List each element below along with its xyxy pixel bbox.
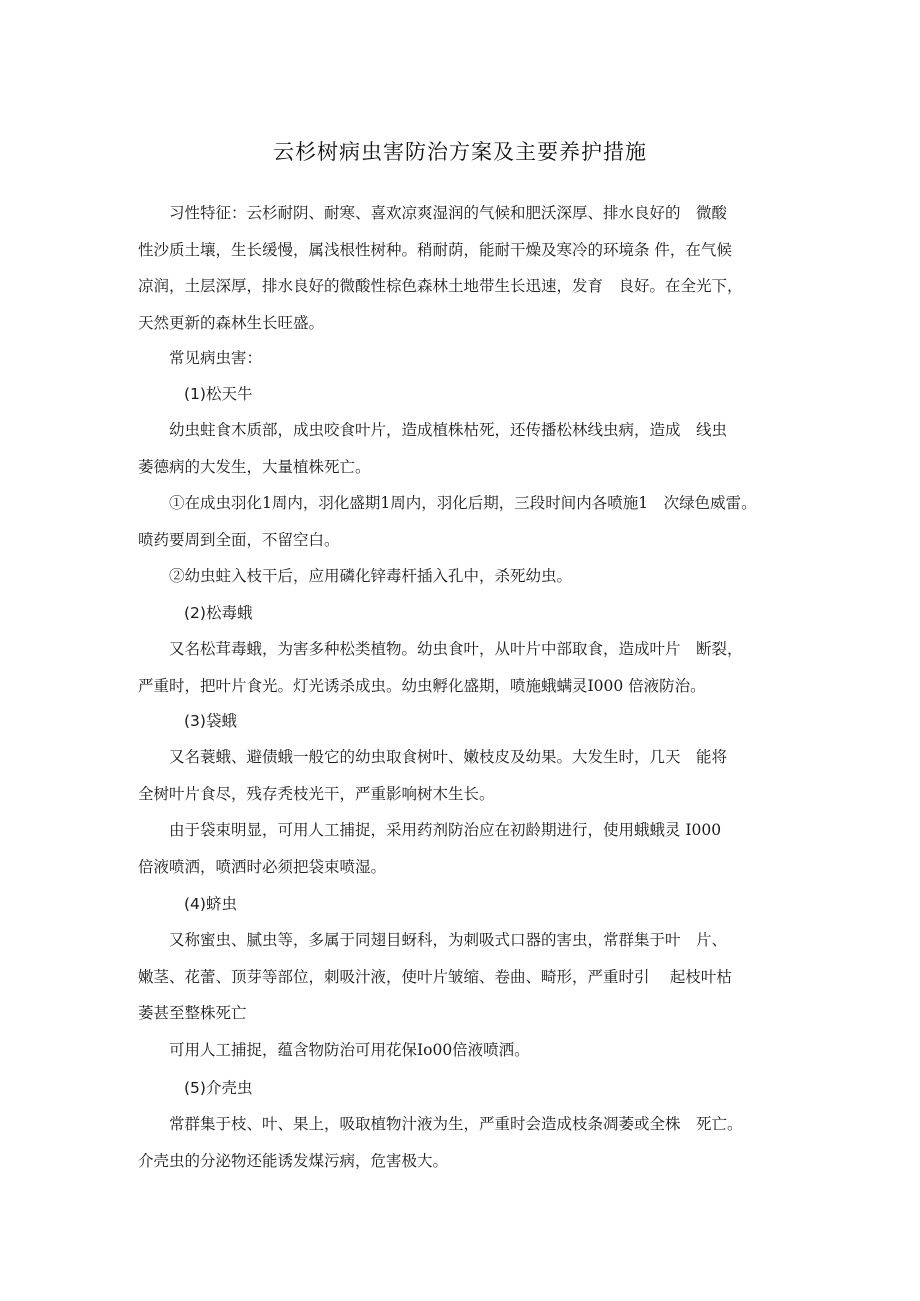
section-heading-aphid: (4)蛴虫 [184, 895, 237, 913]
habit-paragraph [138, 195, 792, 341]
paragraph-line: 幼虫蛀食木质部，成虫咬食叶片，造成植株枯死，还传播松林线虫病，造成 线虫 [138, 421, 728, 439]
pine-moth-description [138, 631, 792, 704]
paragraph-line: 萎德病的大发生，大量植株死亡。 [138, 457, 371, 476]
paragraph-line: 介壳虫的分泌物还能诱发煤污病，危害极大。 [138, 1151, 449, 1170]
aphid-control [138, 1032, 792, 1069]
common-pests-paragraph [138, 340, 792, 377]
paragraph-line: 又称蜜虫、腻虫等，多属于同翅目蚜科，为刺吸式口器的害虫，常群集于叶 片、 [138, 931, 728, 949]
document-title: 云杉树病虫害防治方案及主要养护措施 [273, 140, 647, 164]
pine-beetle-description [138, 412, 792, 485]
scale-insect-description [138, 1106, 792, 1179]
paragraph-line: 嫩茎、花蕾、顶芽等部位，刺吸汁液，使叶片皱缩、卷曲、畸形，严重时引 起枝叶枯 [138, 967, 732, 986]
paragraph-line: 又名蓑蛾、避债蛾一般它的幼虫取食树叶、嫩枝皮及幼果。大发生时，几天 能将 [138, 748, 728, 766]
bagworm-control [138, 812, 792, 885]
bagworm-description [138, 739, 792, 812]
pine-beetle-measure-2 [138, 558, 792, 595]
paragraph-line: 倍液喷洒，喷洒时必须把袋束喷湿。 [138, 857, 387, 876]
paragraph-line: 又名松茸毒蛾，为害多种松类植物。幼虫食叶，从叶片中部取食，造成叶片 断裂， [138, 640, 743, 658]
paragraph-line: ①在成虫羽化1周内，羽化盛期1周内，羽化后期，三段时间内各喷施1 次绿色威雷。 [138, 494, 757, 512]
paragraph-line: 性沙质土壤，生长缓慢，属浅根性树种。稍耐荫，能耐干燥及寒冷的环境条 件，在气候 [138, 240, 732, 259]
paragraph-line: 全树叶片食尽，残存秃枝光干，严重影响树木生长。 [138, 784, 495, 803]
section-heading-scale-insect: (5)介壳虫 [184, 1079, 253, 1097]
section-heading-pine-beetle: (1)松天牛 [184, 385, 253, 403]
paragraph-line: 可用人工捕捉，蕴含物防治可用花保Io00倍液喷洒。 [138, 1041, 530, 1059]
paragraph-line: 常见病虫害： [138, 349, 263, 367]
paragraph-line: 严重时，把叶片食光。灯光诱杀成虫。幼虫孵化盛期，喷施蛾螨灵I000 倍液防治。 [138, 676, 706, 695]
paragraph-line: 习性特征：云杉耐阴、耐寒、喜欢凉爽湿润的气候和肥沃深厚、排水良好的 微酸 [138, 204, 728, 222]
aphid-description [138, 922, 792, 1032]
section-heading-bagworm: (3)袋蛾 [184, 712, 237, 730]
pine-beetle-measure-1 [138, 485, 792, 558]
paragraph-line: 常群集于枝、叶、果上，吸取植物汁液为生，严重时会造成枝条凋萎或全株 死亡。 [138, 1115, 743, 1133]
section-heading-pine-moth: (2)松毒蛾 [184, 604, 253, 622]
paragraph-line: 凉润，土层深厚，排水良好的微酸性棕色森林土地带生长迅速，发育 良好。在全光下， [138, 277, 743, 295]
paragraph-line: 由于袋束明显，可用人工捕捉，采用药剂防治应在初龄期进行，使用蛾蛾灵 I000 [138, 821, 722, 839]
paragraph-line: ②幼虫蛀入枝干后，应用磷化锌毒杆插入孔中，杀死幼虫。 [138, 567, 573, 585]
paragraph-line: 萎甚至整株死亡 [138, 1004, 247, 1022]
paragraph-line: 喷药要周到全面，不留空白。 [138, 530, 340, 549]
paragraph-line: 天然更新的森林生长旺盛。 [138, 313, 325, 332]
